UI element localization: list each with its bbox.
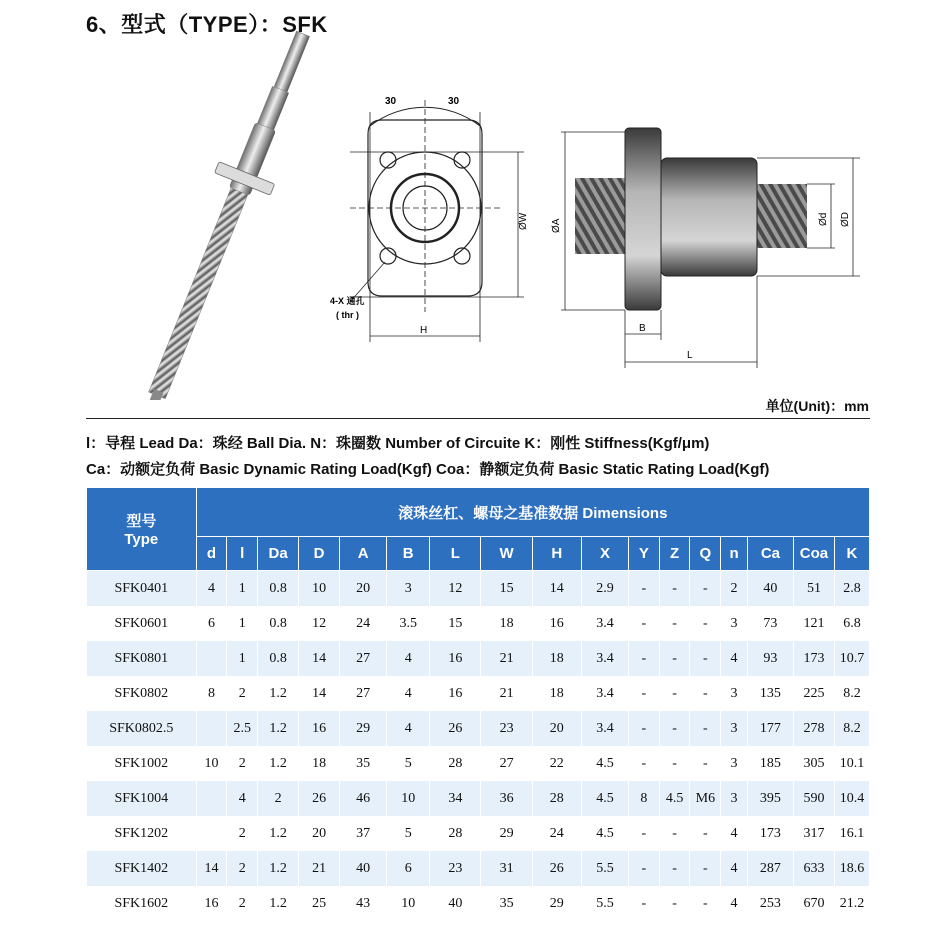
value-cell: 6.8 <box>834 606 869 641</box>
value-cell: 4.5 <box>581 781 628 816</box>
dim-L-label: L <box>687 350 693 361</box>
value-cell: 185 <box>747 746 793 781</box>
value-cell: 37 <box>340 816 387 851</box>
value-cell: - <box>629 816 660 851</box>
value-cell: 2.9 <box>581 571 628 607</box>
value-cell: 3.4 <box>581 606 628 641</box>
value-cell: 12 <box>299 606 340 641</box>
value-cell: - <box>659 746 690 781</box>
value-cell: 35 <box>340 746 387 781</box>
value-cell: 135 <box>747 676 793 711</box>
type-header <box>87 488 197 571</box>
value-cell: 18.6 <box>834 851 869 886</box>
value-cell: M6 <box>690 781 721 816</box>
value-cell: 24 <box>532 816 581 851</box>
value-cell: 34 <box>430 781 481 816</box>
value-cell: 305 <box>793 746 834 781</box>
value-cell: 26 <box>430 711 481 746</box>
column-header: D <box>299 537 340 571</box>
dim-A-label: ØA <box>551 218 562 233</box>
value-cell: 5 <box>387 816 430 851</box>
value-cell: - <box>690 886 721 921</box>
value-cell: - <box>629 641 660 676</box>
value-cell: 6 <box>196 606 227 641</box>
value-cell: 1.2 <box>258 816 299 851</box>
value-cell: 2 <box>227 676 258 711</box>
value-cell: 40 <box>430 886 481 921</box>
value-cell: 10 <box>299 571 340 607</box>
dim-B-label: B <box>639 323 646 334</box>
table-row <box>87 641 870 676</box>
value-cell: 0.8 <box>258 571 299 607</box>
value-cell: 633 <box>793 851 834 886</box>
value-cell: 2 <box>227 816 258 851</box>
column-header: Z <box>659 537 690 571</box>
value-cell: 8 <box>196 676 227 711</box>
value-cell: 4 <box>196 571 227 607</box>
value-cell: 40 <box>340 851 387 886</box>
value-cell: 173 <box>793 641 834 676</box>
value-cell: 18 <box>299 746 340 781</box>
value-cell: 28 <box>532 781 581 816</box>
value-cell <box>196 781 227 816</box>
column-header: d <box>196 537 227 571</box>
divider <box>86 418 870 419</box>
value-cell: 18 <box>481 606 532 641</box>
value-cell: 6 <box>387 851 430 886</box>
value-cell: 16 <box>196 886 227 921</box>
value-cell <box>196 816 227 851</box>
value-cell: 3.5 <box>387 606 430 641</box>
value-cell: 73 <box>747 606 793 641</box>
value-cell: 0.8 <box>258 606 299 641</box>
spec-table <box>86 487 870 921</box>
value-cell: 4 <box>387 711 430 746</box>
value-cell: 4 <box>387 641 430 676</box>
column-header: K <box>834 537 869 571</box>
type-header-en: Type <box>124 531 159 548</box>
column-header: Da <box>258 537 299 571</box>
model-cell: SFK0802.5 <box>87 711 197 746</box>
value-cell: 14 <box>299 676 340 711</box>
value-cell: 16 <box>430 641 481 676</box>
legend-line-1: l：导程 Lead Da：珠经 Ball Dia. N：珠圈数 Number of Circuite K：刚性 Stiffness(Kgf/μm) <box>86 435 710 452</box>
value-cell: 395 <box>747 781 793 816</box>
dim-d-label: Ød <box>818 212 829 226</box>
value-cell: 43 <box>340 886 387 921</box>
value-cell: 20 <box>340 571 387 607</box>
value-cell: 8.2 <box>834 676 869 711</box>
value-cell: 27 <box>481 746 532 781</box>
value-cell: 16 <box>430 676 481 711</box>
model-cell: SFK0401 <box>87 571 197 607</box>
column-header: Ca <box>747 537 793 571</box>
value-cell: 3.4 <box>581 676 628 711</box>
dim-H-label: H <box>420 325 428 336</box>
hole-note: 4-X 通孔 <box>330 296 365 306</box>
column-header: H <box>532 537 581 571</box>
value-cell: - <box>690 676 721 711</box>
value-cell: 22 <box>532 746 581 781</box>
model-cell: SFK1004 <box>87 781 197 816</box>
value-cell: 278 <box>793 711 834 746</box>
value-cell: 3 <box>721 781 748 816</box>
angle-left-label: 30 <box>385 96 397 107</box>
column-header: Q <box>690 537 721 571</box>
value-cell: 16 <box>299 711 340 746</box>
table-row <box>87 851 870 886</box>
model-cell: SFK0601 <box>87 606 197 641</box>
value-cell: - <box>659 816 690 851</box>
value-cell: - <box>690 746 721 781</box>
column-header: Coa <box>793 537 834 571</box>
value-cell: 8 <box>629 781 660 816</box>
value-cell: - <box>659 851 690 886</box>
value-cell: 29 <box>532 886 581 921</box>
value-cell: 28 <box>430 746 481 781</box>
table-row <box>87 746 870 781</box>
value-cell: 29 <box>481 816 532 851</box>
value-cell: 23 <box>481 711 532 746</box>
dimensions-header: 滚珠丝杠、螺母之基准数据 Dimensions <box>196 488 869 537</box>
value-cell: 21 <box>299 851 340 886</box>
value-cell: 46 <box>340 781 387 816</box>
table-row <box>87 571 870 607</box>
value-cell: 4 <box>721 886 748 921</box>
value-cell: 4 <box>721 816 748 851</box>
value-cell: 3.4 <box>581 711 628 746</box>
value-cell: 15 <box>481 571 532 607</box>
value-cell: 10.1 <box>834 746 869 781</box>
column-header: W <box>481 537 532 571</box>
value-cell: 10 <box>196 746 227 781</box>
value-cell: - <box>690 816 721 851</box>
unit-label: 单位(Unit)：mm <box>765 398 869 414</box>
legend-line-2: Ca：动额定负荷 Basic Dynamic Rating Load(Kgf) Coa：静额定负荷 Basic Static Rating Load(Kgf) <box>86 461 770 478</box>
value-cell: 2 <box>227 851 258 886</box>
value-cell: 1.2 <box>258 886 299 921</box>
value-cell: - <box>690 851 721 886</box>
value-cell: 1.2 <box>258 711 299 746</box>
value-cell: 3.4 <box>581 641 628 676</box>
value-cell: 4.5 <box>581 746 628 781</box>
dim-D-label: ØD <box>840 212 851 227</box>
value-cell: - <box>629 571 660 607</box>
value-cell <box>196 641 227 676</box>
value-cell: - <box>659 676 690 711</box>
value-cell: 1.2 <box>258 851 299 886</box>
value-cell: 4 <box>721 851 748 886</box>
value-cell: 93 <box>747 641 793 676</box>
front-view-drawing <box>330 92 550 352</box>
value-cell: - <box>659 711 690 746</box>
value-cell: 3 <box>721 676 748 711</box>
value-cell: 36 <box>481 781 532 816</box>
value-cell: 1.2 <box>258 746 299 781</box>
value-cell: 4.5 <box>581 816 628 851</box>
column-header: n <box>721 537 748 571</box>
table-row <box>87 886 870 921</box>
table-row <box>87 816 870 851</box>
value-cell: 5.5 <box>581 886 628 921</box>
value-cell: 14 <box>532 571 581 607</box>
table-row <box>87 606 870 641</box>
value-cell: 21.2 <box>834 886 869 921</box>
value-cell: 40 <box>747 571 793 607</box>
value-cell: 253 <box>747 886 793 921</box>
value-cell: 225 <box>793 676 834 711</box>
value-cell: - <box>629 746 660 781</box>
value-cell: 12 <box>430 571 481 607</box>
column-header: B <box>387 537 430 571</box>
value-cell: 317 <box>793 816 834 851</box>
value-cell: 51 <box>793 571 834 607</box>
value-cell: 20 <box>532 711 581 746</box>
value-cell: - <box>659 606 690 641</box>
value-cell: 0.8 <box>258 641 299 676</box>
value-cell: 3 <box>387 571 430 607</box>
model-cell: SFK1202 <box>87 816 197 851</box>
value-cell: 26 <box>532 851 581 886</box>
column-header: Y <box>629 537 660 571</box>
table-row <box>87 781 870 816</box>
table-row <box>87 676 870 711</box>
type-header-cn: 型号 <box>126 513 157 530</box>
value-cell: 4 <box>721 641 748 676</box>
side-view-drawing <box>545 118 875 380</box>
model-cell: SFK1602 <box>87 886 197 921</box>
model-cell: SFK0801 <box>87 641 197 676</box>
value-cell: - <box>690 571 721 607</box>
value-cell: - <box>629 676 660 711</box>
value-cell: - <box>690 606 721 641</box>
value-cell <box>196 711 227 746</box>
value-cell: - <box>690 641 721 676</box>
value-cell: 4 <box>387 676 430 711</box>
value-cell: - <box>690 711 721 746</box>
value-cell: 2.8 <box>834 571 869 607</box>
value-cell: 1 <box>227 571 258 607</box>
value-cell: 31 <box>481 851 532 886</box>
model-cell: SFK0802 <box>87 676 197 711</box>
value-cell: 10 <box>387 886 430 921</box>
value-cell: - <box>629 711 660 746</box>
value-cell: 121 <box>793 606 834 641</box>
value-cell: 27 <box>340 641 387 676</box>
value-cell: 173 <box>747 816 793 851</box>
value-cell: 1 <box>227 606 258 641</box>
value-cell: 177 <box>747 711 793 746</box>
column-header: A <box>340 537 387 571</box>
value-cell: 27 <box>340 676 387 711</box>
table-row <box>87 711 870 746</box>
value-cell: 21 <box>481 641 532 676</box>
value-cell: - <box>659 641 690 676</box>
value-cell: 2.5 <box>227 711 258 746</box>
value-cell: 16.1 <box>834 816 869 851</box>
value-cell: - <box>629 886 660 921</box>
value-cell: 5.5 <box>581 851 628 886</box>
value-cell: 4.5 <box>659 781 690 816</box>
page-title: 6、型式（TYPE）：SFK <box>86 12 328 37</box>
value-cell: - <box>659 571 690 607</box>
value-cell: 3 <box>721 711 748 746</box>
value-cell: 3 <box>721 746 748 781</box>
column-header: l <box>227 537 258 571</box>
value-cell: 10.4 <box>834 781 869 816</box>
value-cell: 14 <box>196 851 227 886</box>
value-cell: 16 <box>532 606 581 641</box>
value-cell: 287 <box>747 851 793 886</box>
value-cell: 23 <box>430 851 481 886</box>
dim-W-label: ØW <box>518 212 529 230</box>
model-cell: SFK1002 <box>87 746 197 781</box>
column-header: L <box>430 537 481 571</box>
value-cell: 2 <box>721 571 748 607</box>
column-header: X <box>581 537 628 571</box>
value-cell: 35 <box>481 886 532 921</box>
value-cell: 18 <box>532 676 581 711</box>
value-cell: 14 <box>299 641 340 676</box>
value-cell: 1.2 <box>258 676 299 711</box>
hole-note-sub: ( thr ) <box>336 310 359 320</box>
value-cell: 21 <box>481 676 532 711</box>
value-cell: 20 <box>299 816 340 851</box>
value-cell: 28 <box>430 816 481 851</box>
value-cell: 10.7 <box>834 641 869 676</box>
value-cell: 8.2 <box>834 711 869 746</box>
value-cell: 18 <box>532 641 581 676</box>
value-cell: 590 <box>793 781 834 816</box>
value-cell: - <box>659 886 690 921</box>
value-cell: 29 <box>340 711 387 746</box>
value-cell: - <box>629 851 660 886</box>
value-cell: 10 <box>387 781 430 816</box>
value-cell: 2 <box>227 746 258 781</box>
value-cell: 15 <box>430 606 481 641</box>
value-cell: 5 <box>387 746 430 781</box>
value-cell: 670 <box>793 886 834 921</box>
value-cell: 4 <box>227 781 258 816</box>
value-cell: 26 <box>299 781 340 816</box>
value-cell: 3 <box>721 606 748 641</box>
value-cell: 2 <box>258 781 299 816</box>
value-cell: 2 <box>227 886 258 921</box>
model-cell: SFK1402 <box>87 851 197 886</box>
value-cell: - <box>629 606 660 641</box>
angle-right-label: 30 <box>448 96 460 107</box>
value-cell: 24 <box>340 606 387 641</box>
value-cell: 1 <box>227 641 258 676</box>
value-cell: 25 <box>299 886 340 921</box>
